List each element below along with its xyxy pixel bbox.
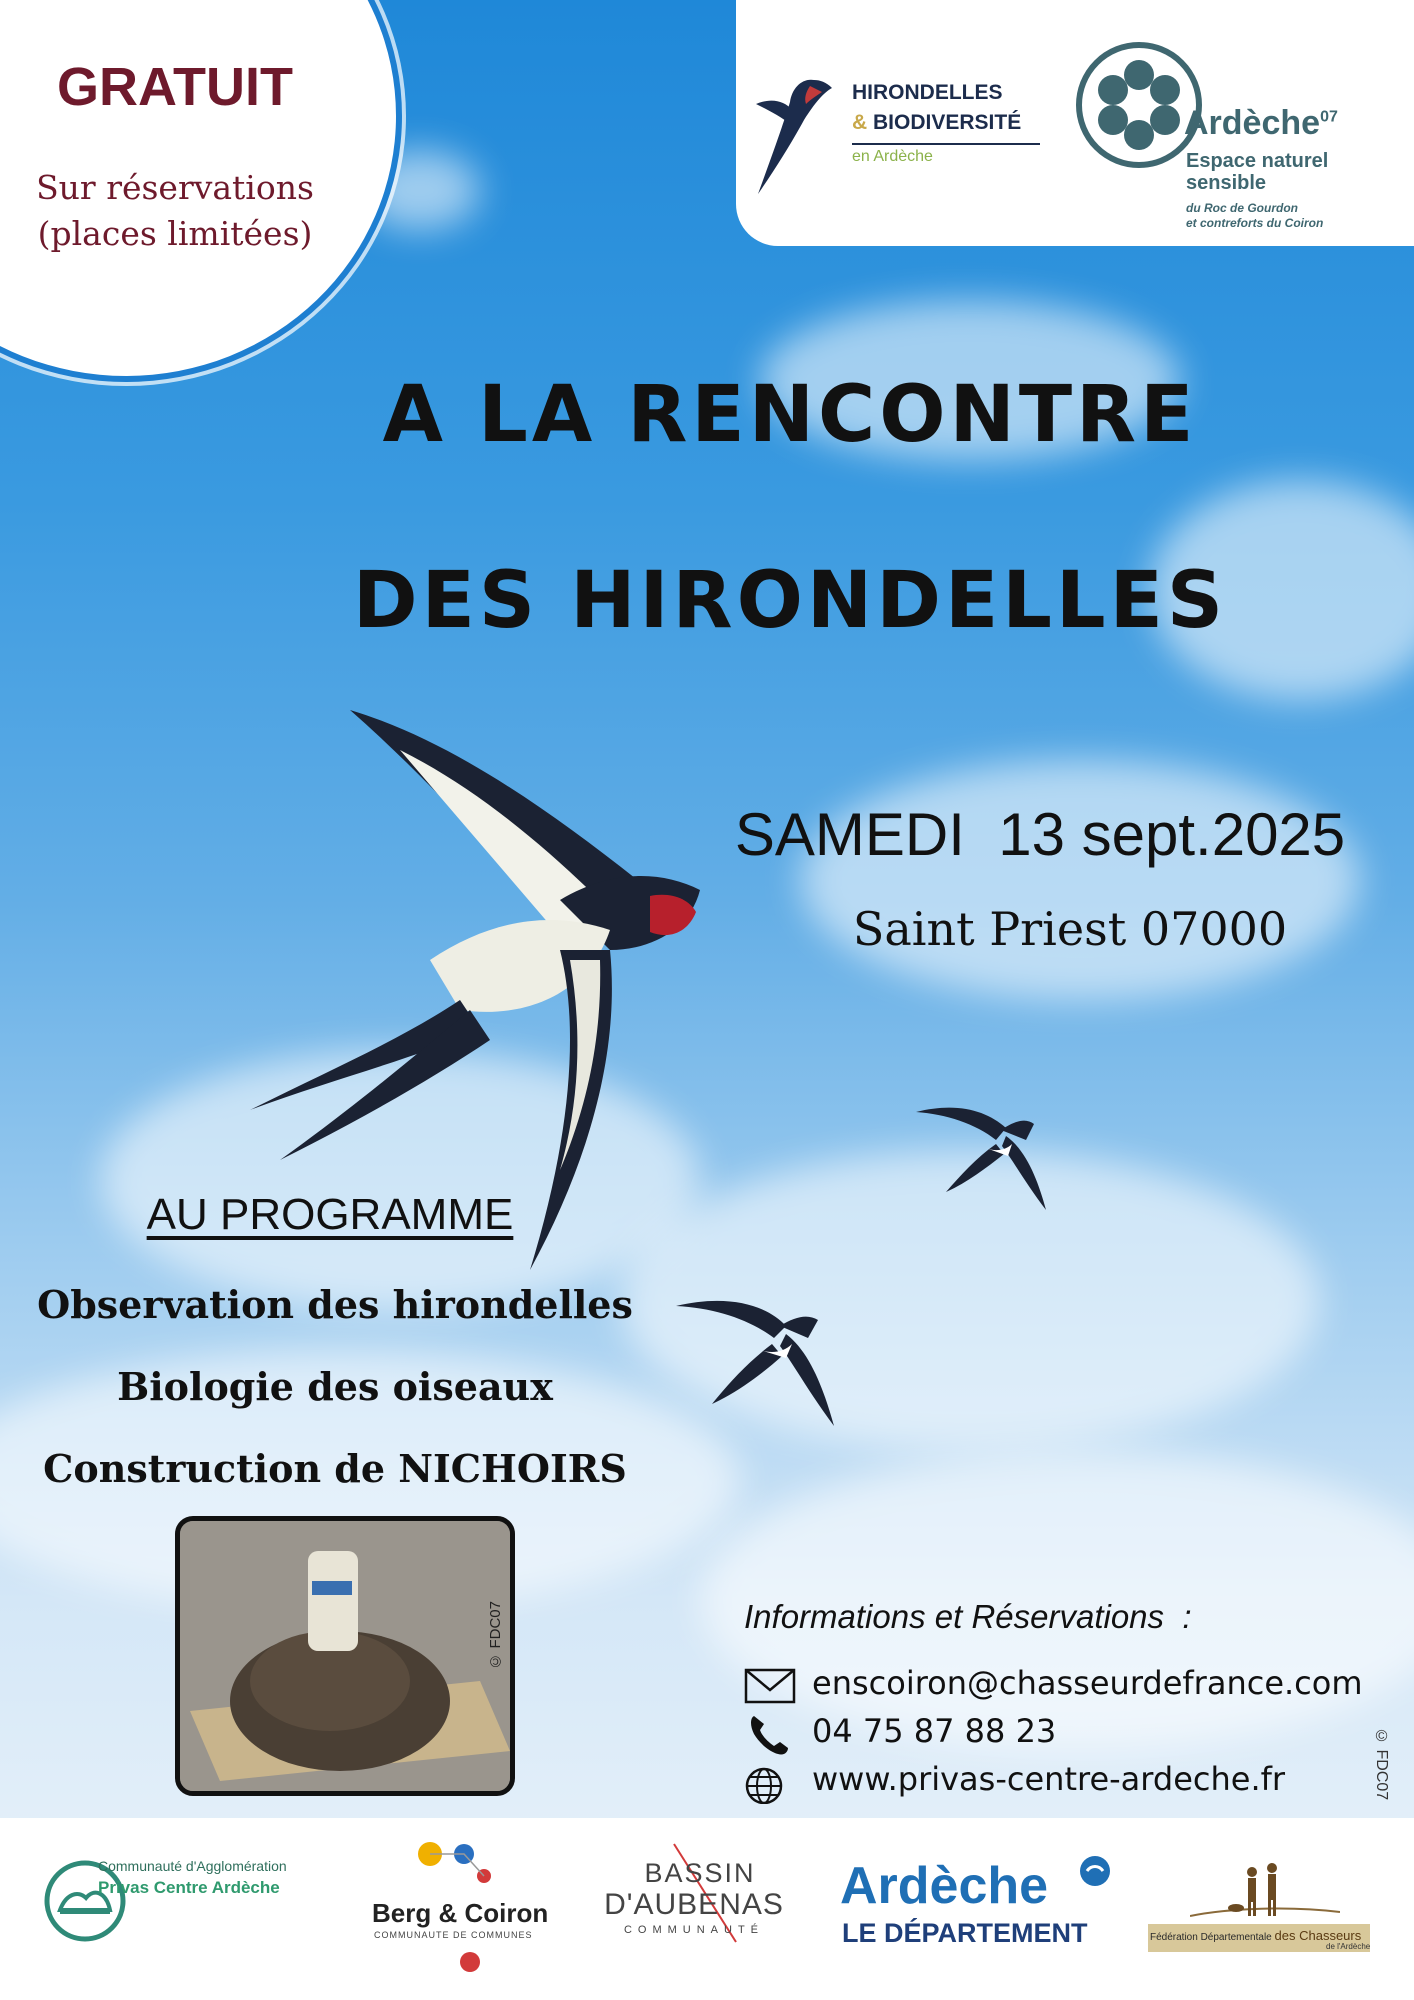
hirondelles-logo-text [852, 78, 1021, 138]
envelope-icon [744, 1664, 796, 1708]
ens-logo-subtitle [1186, 150, 1328, 194]
ardeche-department-subtitle: LE DÉPARTEMENT [842, 1918, 1088, 1948]
contact-phone-row[interactable] [744, 1712, 1394, 1756]
contact-website-row[interactable] [744, 1760, 1394, 1804]
nest-illustration [180, 1521, 510, 1791]
small-swallow-icon [916, 1100, 1056, 1220]
cloud [800, 760, 1360, 1000]
footer-partner-logos [0, 1818, 1414, 2000]
ens-site-line: et contreforts du Coiron [1186, 216, 1324, 230]
photo-credit: © FDC07 [487, 1601, 504, 1670]
bassin-aubenas-line3: COMMUNAUTÉ [623, 1924, 765, 1936]
berg-coiron-logo: Berg & Coiron [372, 1898, 549, 1928]
contact-website[interactable]: www.privas-centre-ardeche.fr [812, 1760, 1286, 1798]
ca-privas-line2: Privas Centre Ardèche [98, 1878, 280, 1897]
side-photo-credit: © FDC07 [1373, 1728, 1390, 1801]
event-date: SAMEDI 13 sept.2025 [734, 801, 1346, 868]
hirondelles-line: HIRONDELLES [852, 81, 1003, 104]
ens-line: sensible [1186, 172, 1267, 194]
reservation-note [20, 165, 330, 257]
ardeche-07-badge-icon [1078, 1854, 1112, 1888]
ardeche-department-logo: Ardèche [840, 1857, 1049, 1915]
contact-phone[interactable]: 04 75 87 88 23 [812, 1712, 1057, 1750]
contact-email[interactable]: enscoiron@chasseurdefrance.com [812, 1664, 1363, 1702]
free-label: GRATUIT [57, 57, 293, 117]
ens-title-word: Ardèche [1184, 104, 1321, 142]
program-heading: AU PROGRAMME [146, 1190, 514, 1239]
partner-logos-panel [736, 0, 1414, 246]
hunters-silhouette-icon [1190, 1858, 1340, 1924]
program-item: Biologie des oiseaux [117, 1364, 553, 1409]
hirondelles-line [852, 108, 1021, 138]
contact-heading: Informations et Réservations : [744, 1598, 1192, 1635]
fdc-line1-text: Fédération Départementale [1150, 1932, 1272, 1943]
contact-email-row[interactable] [744, 1664, 1394, 1708]
fdc-line1-emphasis: des Chasseurs [1274, 1928, 1362, 1943]
fdc-logo-line2: de l'Ardèche [1326, 1942, 1371, 1951]
bassin-aubenas-line1: BASSIN [644, 1858, 756, 1888]
program-item: Construction de NICHOIRS [43, 1446, 627, 1491]
ens-logo-site [1186, 201, 1323, 231]
ens-logo-title [1184, 104, 1338, 143]
globe-icon [744, 1760, 796, 1804]
ens-line: Espace naturel [1186, 150, 1329, 172]
bassin-aubenas-line2: D'AUBENAS [604, 1888, 784, 1921]
phone-icon [744, 1712, 796, 1756]
nest-photo [175, 1516, 515, 1796]
logo-divider [852, 143, 1040, 145]
hirondelles-logo-subtitle: en Ardèche [852, 148, 933, 165]
event-location: Saint Priest 07000 [852, 902, 1288, 956]
ens-suffix: 07 [1320, 108, 1338, 126]
reservation-line: Sur réservations [36, 168, 314, 207]
title-line: DES HIRONDELLES [352, 556, 1228, 646]
reservation-line: (places limitées) [37, 214, 313, 253]
event-title [340, 360, 1240, 656]
ca-privas-line1: Communauté d'Agglomération [98, 1858, 287, 1874]
program-item: Observation des hirondelles [37, 1282, 633, 1327]
ampersand: & [852, 111, 868, 134]
berg-coiron-subtitle: COMMUNAUTE DE COMMUNES [374, 1930, 533, 1940]
small-swallow-icon [676, 1290, 846, 1430]
title-line: A LA RENCONTRE [382, 370, 1198, 460]
biodiversite-word: BIODIVERSITÉ [873, 111, 1022, 134]
swallow-icon [754, 70, 836, 200]
fdc-logo-line1 [1150, 1928, 1361, 1943]
ens-site-line: du Roc de Gourdon [1186, 201, 1298, 215]
